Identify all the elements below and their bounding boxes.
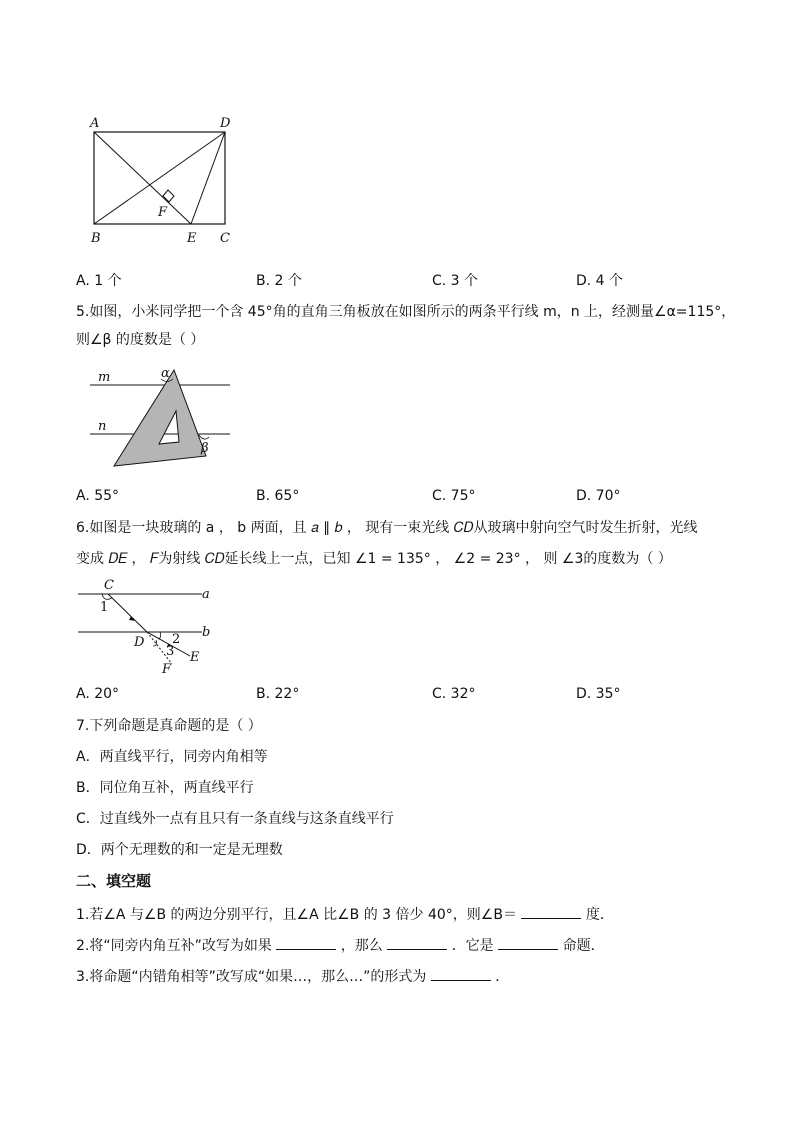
- fill-q2-text-a: 2.将“同旁内角互补”改写为如果: [76, 938, 272, 954]
- fill-q3-end: ．: [495, 969, 510, 985]
- q5-stem-line2: 则∠β 的度数是（ ）: [76, 332, 205, 348]
- label-a: a: [202, 587, 210, 602]
- fill-question-3: [76, 966, 509, 986]
- q7-option-b: B．同位角互补，两直线平行: [76, 780, 254, 796]
- q4-option-c: C. 3 个: [432, 273, 479, 289]
- q6-options: [76, 686, 736, 704]
- fill-q1-unit: 度．: [585, 907, 614, 923]
- q7-option-a: A．两直线平行，同旁内角相等: [76, 749, 268, 765]
- q6-stem-line2: 变成 𝐷𝐸 ， 𝐹为射线 𝐶𝐷延长线上一点，已知 ∠1 = 135° ， ∠2 = 23° ， 则 ∠3的度数为（ ）: [76, 551, 672, 567]
- label-B: B: [91, 231, 101, 246]
- fill-q2-blank-1: [276, 935, 336, 950]
- label-C: C: [104, 578, 114, 593]
- label-E: E: [190, 650, 200, 665]
- q5-option-d: D. 70°: [576, 488, 621, 504]
- rectangle-figure: [84, 110, 244, 250]
- section-heading: 二、填空题: [76, 872, 152, 890]
- fill-q1-text: 1.若∠A 与∠B 的两边分别平行，且∠A 比∠B 的 3 倍少 40°，则∠B＝: [76, 907, 517, 923]
- q7-option-c: C．过直线外一点有且只有一条直线与这条直线平行: [76, 811, 394, 827]
- label-E: E: [187, 231, 197, 246]
- fill-q3-text: 3.将命题“内错角相等”改写成“如果…，那么…”的形式为: [76, 969, 427, 985]
- fill-q2-text-b: ，那么: [340, 938, 383, 954]
- q4-option-d: D. 4 个: [576, 273, 624, 289]
- label-F: F: [158, 205, 168, 220]
- triangle-ruler-figure: [84, 362, 244, 478]
- q4-options: [76, 270, 736, 288]
- label-D: D: [220, 116, 231, 131]
- q6-option-b: B. 22°: [256, 686, 300, 702]
- q5-option-b: B. 65°: [256, 488, 300, 504]
- q5-options: [76, 488, 736, 506]
- label-C: C: [220, 231, 230, 246]
- q5-option-c: C. 75°: [432, 488, 476, 504]
- label-b: b: [202, 625, 211, 640]
- q4-option-a: A. 1 个: [76, 273, 122, 289]
- fill-q2-blank-2: [387, 935, 447, 950]
- q7-option-d: D．两个无理数的和一定是无理数: [76, 842, 283, 858]
- label-alpha: α: [161, 366, 170, 381]
- q6-stem-line1: 6.如图是一块玻璃的 a ， b 两面，且 𝑎 ∥ 𝑏 ， 现有一束光线 𝐶𝐷从玻璃中射向空气时发生折射，光线: [76, 520, 698, 536]
- label-D: D: [134, 635, 145, 650]
- q6-option-c: C. 32°: [432, 686, 476, 702]
- label-n: n: [98, 419, 107, 434]
- label-angle-1: 1: [100, 600, 109, 615]
- q6-option-a: A. 20°: [76, 686, 120, 702]
- fill-q2-blank-3: [498, 935, 558, 950]
- fill-q3-blank: [431, 966, 491, 981]
- fill-question-2: [76, 935, 605, 955]
- label-m: m: [98, 370, 111, 385]
- fill-question-1: [76, 904, 614, 924]
- q5-stem-line1: 5.如图，小米同学把一个含 45°角的直角三角板放在如图所示的两条平行线 m，n 上，经测量∠α=115°，: [76, 304, 736, 320]
- fill-q2-text-c: ．它是: [451, 938, 494, 954]
- label-beta: β: [201, 441, 209, 456]
- label-angle-2: 2: [172, 632, 181, 647]
- refraction-figure: [74, 576, 224, 676]
- label-A: A: [90, 116, 100, 131]
- fill-q2-text-d: 命题．: [562, 938, 605, 954]
- q5-option-a: A. 55°: [76, 488, 120, 504]
- q6-option-d: D. 35°: [576, 686, 621, 702]
- fill-q1-blank: [521, 904, 581, 919]
- q4-option-b: B. 2 个: [256, 273, 302, 289]
- label-F: F: [162, 662, 172, 676]
- q7-stem: 7.下列命题是真命题的是（ ）: [76, 718, 262, 734]
- label-angle-3: 3: [166, 644, 175, 659]
